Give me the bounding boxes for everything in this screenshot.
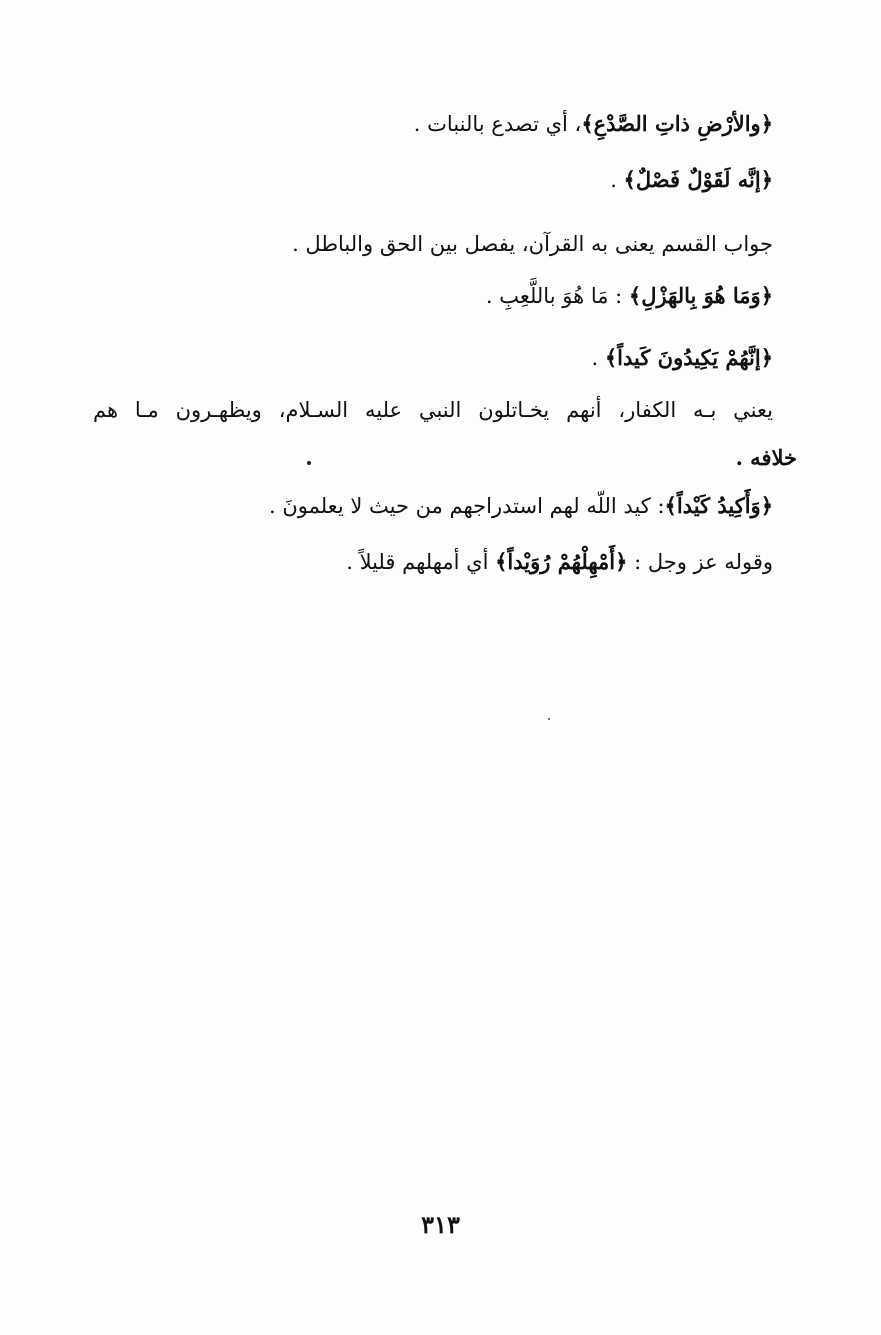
commentary-text: أي أمهلهم قليلاً . xyxy=(346,550,496,574)
text-line xyxy=(486,280,773,313)
quran-quote: ﴿إنَّه لَقَوْلٌ فَصْلٌ﴾ xyxy=(623,167,773,192)
text-line xyxy=(736,442,797,475)
commentary-text: ، أي تصدع بالنبات . xyxy=(413,112,582,136)
commentary-text: : مَا هُوَ باللَّعِبِ . xyxy=(485,284,629,308)
commentary-lead: وقوله عز وجل : xyxy=(627,550,773,574)
text-line xyxy=(592,342,773,375)
quran-quote: ﴿والأرْضِ ذاتِ الصَّدْعِ﴾ xyxy=(581,111,773,136)
commentary-text: . xyxy=(610,168,624,192)
quran-quote: ﴿إنَّهُمْ يَكِيدُونَ كَيداً﴾ xyxy=(604,345,773,370)
page-number: ٣١٣ xyxy=(421,1210,460,1239)
text-line xyxy=(93,394,773,427)
text-line xyxy=(346,546,773,579)
text-line xyxy=(292,228,773,261)
commentary-text: يعني بـه الكفار، أنهم يخـاتلون النبي عليه السـلام، ويظهـرون مـا هم xyxy=(93,398,773,422)
text-line xyxy=(414,108,773,141)
commentary-text: . xyxy=(591,346,605,370)
print-speck xyxy=(548,718,550,720)
commentary-text: جواب القسم يعنى به القرآن، يفصل بين الحق والباطل . xyxy=(292,232,773,256)
quran-quote: ﴿وَأَكِيدُ كَيْداً﴾ xyxy=(664,493,773,518)
commentary-text: : كيد اللّه لهم استدراجهم من حيث لا يعلمونَ . xyxy=(268,494,665,518)
quran-quote: ﴿أَمْهِلْهُمْ رُوَيْداً﴾ xyxy=(495,549,628,574)
text-line xyxy=(269,490,773,523)
print-dot xyxy=(307,461,311,465)
quran-quote: ﴿وَمَا هُوَ بِالهَزْلِ﴾ xyxy=(628,283,773,308)
text-line xyxy=(610,164,773,197)
commentary-text: خلافه . xyxy=(735,445,797,470)
